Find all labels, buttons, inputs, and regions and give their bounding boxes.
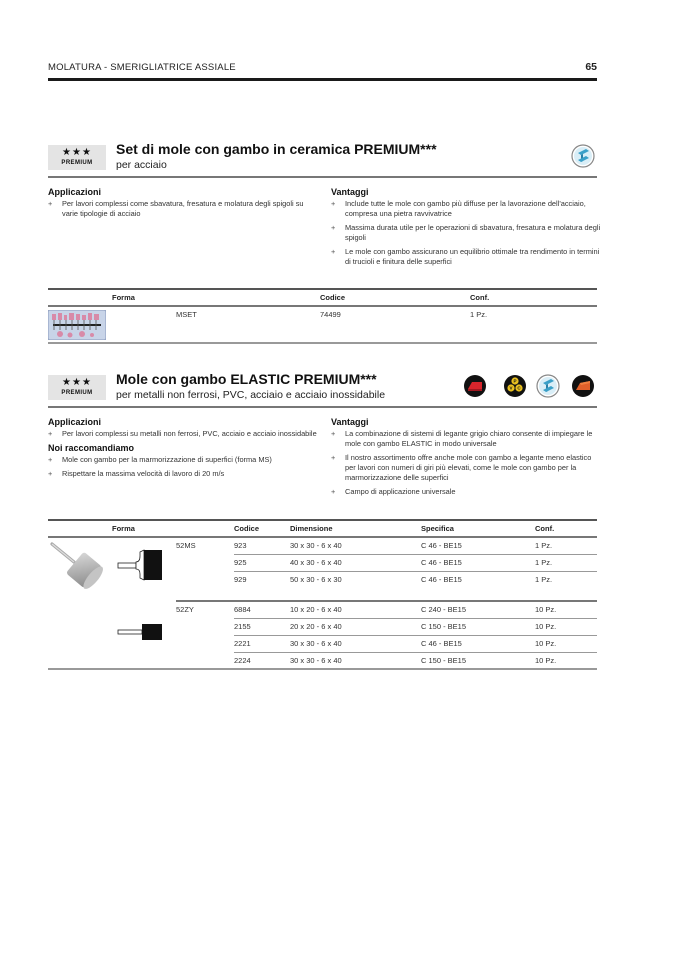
section-heading: Noi raccomandiamo: [48, 443, 135, 453]
bullet-item: + Include tutte le mole con gambo più diffuse per la lavorazione dell'acciaio, compresa una pietra ravvivatrice: [331, 199, 601, 219]
header-divider: [48, 406, 597, 408]
advantages-column: [331, 417, 601, 501]
steel-icon: [536, 374, 560, 398]
cell-codice: 2224: [234, 655, 251, 665]
col-header-dimensione: Dimensione: [290, 520, 421, 537]
bullet-item: + Per lavori complessi su metalli non ferrosi, PVC, acciaio e acciaio inossidabile: [48, 429, 318, 439]
bullet-item: + Mole con gambo per la marmorizzazione di superfici (forma MS): [48, 455, 318, 465]
premium-badge: [48, 375, 106, 400]
col-header-codice: Codice: [234, 520, 290, 537]
col-header-specifica: Specifica: [421, 520, 535, 537]
col-header-conf: Conf.: [535, 520, 597, 537]
cell-dimensione: 40 x 30 - 6 x 40: [290, 554, 421, 571]
premium-badge: [48, 145, 106, 170]
cell-conf: 10 Pz.: [535, 635, 597, 652]
product-elastic: [48, 371, 597, 496]
product-ceramic-set: [48, 141, 601, 266]
bullet-item: + Le mole con gambo assicurano un equilibrio ottimale tra rendimento in termini di trucioli e finitura delle superfici: [331, 247, 601, 267]
applications-column: [48, 417, 318, 483]
cell-conf: 1 Pz.: [470, 310, 488, 319]
cell-forma: 52ZY: [176, 601, 234, 669]
cell-forma: MSET: [176, 310, 197, 319]
cell-specifica: C 150 - BE15: [421, 618, 535, 635]
cell-conf: 10 Pz.: [535, 655, 557, 665]
bullet-item: + Massima durata utile per le operazioni di sbavatura, fresatura e molatura degli spigoli: [331, 223, 601, 243]
page-number: 65: [585, 61, 597, 73]
product-table-elastic: [48, 519, 597, 670]
pvc-icon: [503, 374, 527, 398]
mounted-point-52ms-image: [48, 540, 176, 590]
cell-specifica: C 46 - BE15: [421, 554, 535, 571]
table-header-row: [48, 520, 597, 537]
bullet-item: + Il nostro assortimento offre anche mole con gambo a legante meno elastico per lavori con numeri di giri più elevati, come le mole con gambo per la marmorizzazione delle superfici: [331, 453, 601, 483]
cell-codice: 929: [234, 574, 247, 584]
svg-text:C: C: [517, 385, 521, 391]
section-heading: Vantaggi: [331, 187, 369, 197]
product-subtitle: per acciaio: [116, 159, 167, 171]
steel-icon: [571, 144, 595, 168]
col-header-codice: Codice: [320, 289, 470, 306]
mounted-point-52zy-image: [48, 604, 176, 664]
bullet-item: + Rispettare la massima velocità di lavoro di 20 m/s: [48, 469, 318, 479]
cell-dimensione: 30 x 30 - 6 x 40: [290, 655, 342, 665]
grinding-set-image: [48, 310, 106, 340]
svg-text:P: P: [513, 378, 517, 384]
cell-specifica: C 46 - BE15: [421, 635, 535, 652]
cell-specifica: C 46 - BE15: [421, 574, 462, 584]
table-row: [48, 306, 597, 343]
premium-label: PREMIUM: [61, 390, 93, 396]
page-header: [48, 60, 597, 82]
product-image-cell: [48, 306, 176, 343]
cell-dimensione: 30 x 30 - 6 x 40: [290, 537, 421, 554]
advantages-column: [331, 187, 601, 271]
product-header: [48, 371, 597, 407]
stainless-steel-icon: [571, 374, 595, 398]
product-image-cell: [48, 601, 176, 669]
cell-dimensione: 50 x 30 - 6 x 30: [290, 574, 342, 584]
cell-specifica: C 46 - BE15: [421, 537, 535, 554]
section-title: MOLATURA - SMERIGLIATRICE ASSIALE: [48, 62, 236, 73]
header-divider: [48, 176, 597, 178]
cell-codice: 925: [234, 554, 290, 571]
bullet-item: + La combinazione di sistemi di legante grigio chiaro consente di impiegare le mole con gambo ELASTIC in modo universale: [331, 429, 601, 449]
premium-label: PREMIUM: [61, 160, 93, 166]
cell-dimensione: 20 x 20 - 6 x 40: [290, 618, 421, 635]
col-header-forma: Forma: [48, 520, 176, 537]
cell-conf: 1 Pz.: [535, 554, 597, 571]
non-ferrous-metal-icon: [463, 374, 487, 398]
table-header-row: [48, 289, 597, 306]
cell-specifica: C 240 - BE15: [421, 601, 535, 618]
section-heading: Applicazioni: [48, 417, 102, 427]
cell-codice: 74499: [320, 310, 341, 319]
product-image-cell: [48, 537, 176, 601]
product-title: Mole con gambo ELASTIC PREMIUM***: [116, 371, 377, 387]
col-header-conf: Conf.: [470, 289, 597, 306]
cell-dimensione: 30 x 30 - 6 x 40: [290, 635, 421, 652]
section-heading: Vantaggi: [331, 417, 369, 427]
product-table-ceramic-set: [48, 288, 597, 344]
svg-text:V: V: [509, 385, 513, 391]
cell-codice: 2221: [234, 635, 290, 652]
cell-forma: 52MS: [176, 541, 196, 550]
bullet-item: + Campo di applicazione universale: [331, 487, 601, 497]
product-header: [48, 141, 597, 177]
cell-conf: 1 Pz.: [535, 574, 553, 584]
product-title: Set di mole con gambo in ceramica PREMIUM***: [116, 141, 437, 157]
applications-column: [48, 187, 318, 223]
stars-icon: ★★★: [62, 147, 92, 158]
cell-conf: 10 Pz.: [535, 601, 597, 618]
cell-specifica: C 150 - BE15: [421, 655, 467, 665]
cell-codice: 2155: [234, 618, 290, 635]
cell-codice: 923: [234, 537, 290, 554]
header-rule: [48, 78, 597, 81]
product-subtitle: per metalli non ferrosi, PVC, acciaio e acciaio inossidabile: [116, 389, 386, 401]
cell-conf: 1 Pz.: [535, 537, 597, 554]
table-row: [48, 537, 597, 554]
cell-codice: 6884: [234, 601, 290, 618]
cell-dimensione: 10 x 20 - 6 x 40: [290, 601, 421, 618]
cell-conf: 10 Pz.: [535, 618, 597, 635]
table-row: [48, 601, 597, 618]
bullet-item: + Per lavori complessi come sbavatura, fresatura e molatura degli spigoli su varie tipologie di acciaio: [48, 199, 318, 219]
stars-icon: ★★★: [62, 377, 92, 388]
section-heading: Applicazioni: [48, 187, 102, 197]
col-header-forma: Forma: [48, 289, 176, 306]
